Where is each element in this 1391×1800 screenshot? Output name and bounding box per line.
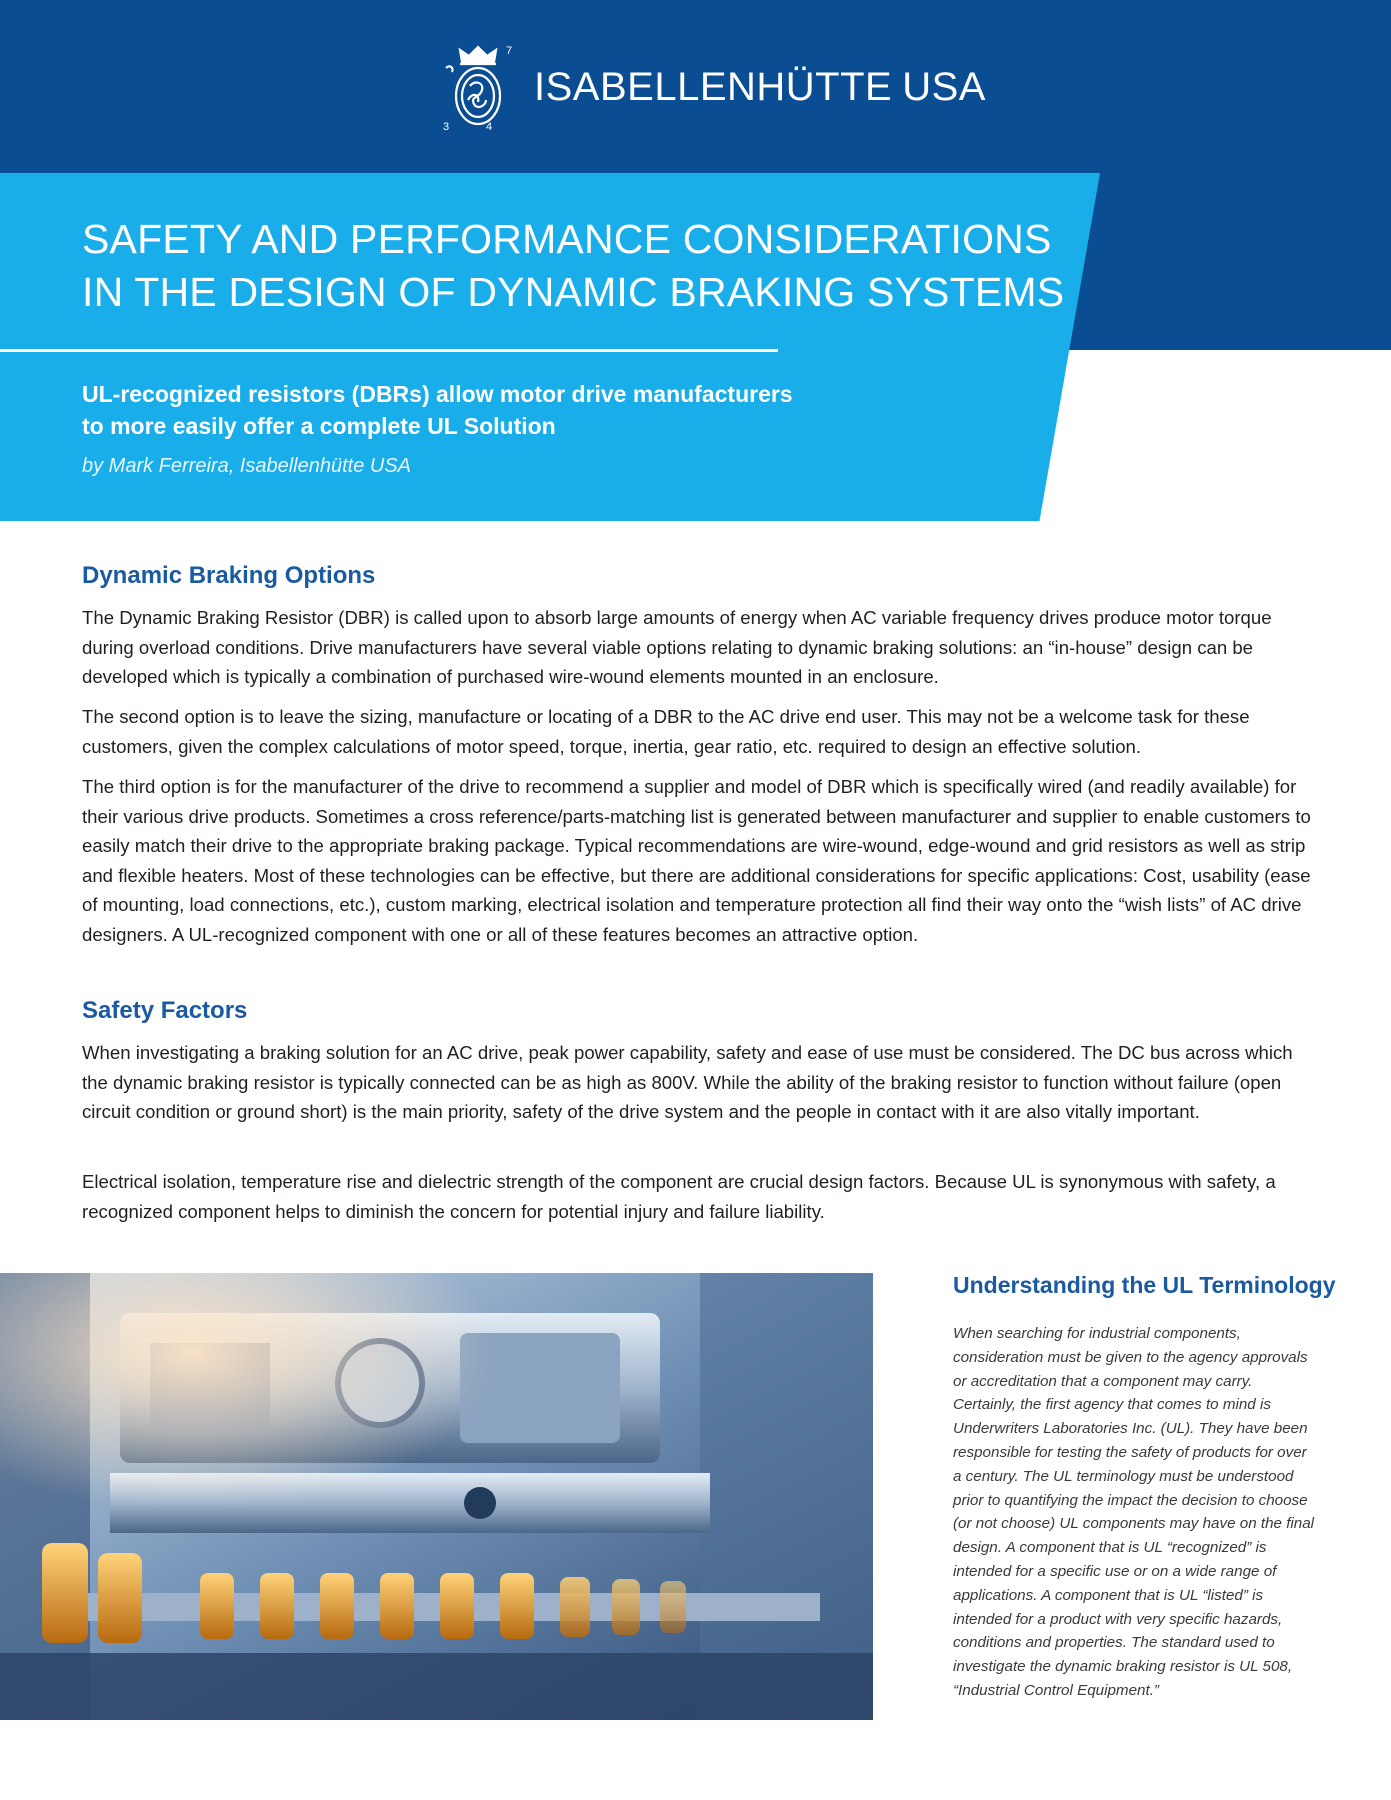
sidebar-heading: Understanding the UL Terminology (953, 1272, 1336, 1298)
page-title (82, 213, 1065, 319)
paragraph-safety-factors-2: Electrical isolation, temperature rise and dielectric strength of the component are crucial design factors. Because UL is synonymous with safety, a recognized component helps to diminish the concern for potential injury and failure liability. (82, 1171, 1276, 1222)
crest-number-4: 4 (486, 121, 493, 132)
subtitle-line-1: UL-recognized resistors (DBRs) allow motor drive manufacturers (82, 381, 793, 407)
brand-wordmark (534, 65, 986, 110)
crest-number-3: 3 (443, 121, 450, 132)
brand-suffix: USA (902, 64, 986, 109)
section-heading-dynamic-braking: Dynamic Braking Options (82, 562, 376, 589)
page-title-line-2: IN THE DESIGN OF DYNAMIC BRAKING SYSTEMS (82, 269, 1065, 315)
crest-number-7: 7 (506, 45, 513, 57)
byline: by Mark Ferreira, Isabellenhütte USA (82, 455, 412, 477)
paragraph-dynamic-braking-3: The third option is for the manufacturer of the drive to recommend a supplier and model of DBR which is specifically wired (and readily available) for their various drive products. Sometimes a cross reference/parts-matching list is generated between manufacturer and supplier to enable customers to easily match their drive to the appropriate braking package. Typical recommendations are wire-wound, edge-wound and grid resistors as well as strip and flexible heaters. Most of these technologies can be effective, but there are additional considerations for specific applications: Cost, usability (ease of mounting, load connections, etc.), custom marking, electrical isolation and temperature protection all find their way onto the “wish lists” of AC drive designers. A UL-recognized component with one or all of these features becomes an attractive option. (82, 776, 1311, 945)
subtitle-line-2: to more easily offer a complete UL Solution (82, 413, 556, 439)
paragraph-safety-factors-1: When investigating a braking solution for an AC drive, peak power capability, safety and ease of use must be considered. The DC bus across which the dynamic braking resistor is typically connected can be as high as 800V. While the ability of the braking resistor to function without failure (open circuit condition or ground short) is the main priority, safety of the drive system and the people in contact with it are also vitally important. (82, 1042, 1293, 1123)
title-divider (0, 349, 778, 352)
brand-name: ISABELLENHÜTTE (534, 64, 893, 109)
page-title-line-1: SAFETY AND PERFORMANCE CONSIDERATIONS (82, 216, 1052, 262)
company-logo (440, 42, 986, 132)
factory-illustration (0, 1273, 873, 1720)
paragraph-dynamic-braking-2: The second option is to leave the sizing, manufacture or locating of a DBR to the AC drive end user. This may not be a welcome task for these customers, given the complex calculations of motor speed, torque, inertia, gear ratio, etc. required to design an effective solution. (82, 706, 1250, 757)
sidebar-text: When searching for industrial components, consideration must be given to the agency approvals or accreditation that a component may carry. Certainly, the first agency that comes to mind is Underwriters Laboratories Inc. (UL). They have been responsible for testing the safety of products for over a century. The UL terminology must be understood prior to quantifying the impact the decision to choose (or not choose) UL components may have on the final design. A component that is UL “recognized” is intended for a specific use or on a wide range of applications. A component that is UL “listed” is intended for a product with very specific hazards, conditions and properties. The standard used to investigate the dynamic braking resistor is UL 508, “Industrial Control Equipment.” (953, 1325, 1315, 1699)
crest-icon (440, 42, 516, 132)
bottling-line-photo (0, 1273, 873, 1720)
subtitle (82, 378, 842, 442)
paragraph-dynamic-braking-1: The Dynamic Braking Resistor (DBR) is called upon to absorb large amounts of energy when AC variable frequency drives produce motor torque during overload conditions. Drive manufacturers have several viable options relating to dynamic braking solutions: an “in-house” design can be developed which is typically a combination of purchased wire-wound elements mounted in an enclosure. (82, 607, 1272, 688)
section-heading-safety-factors: Safety Factors (82, 997, 248, 1024)
